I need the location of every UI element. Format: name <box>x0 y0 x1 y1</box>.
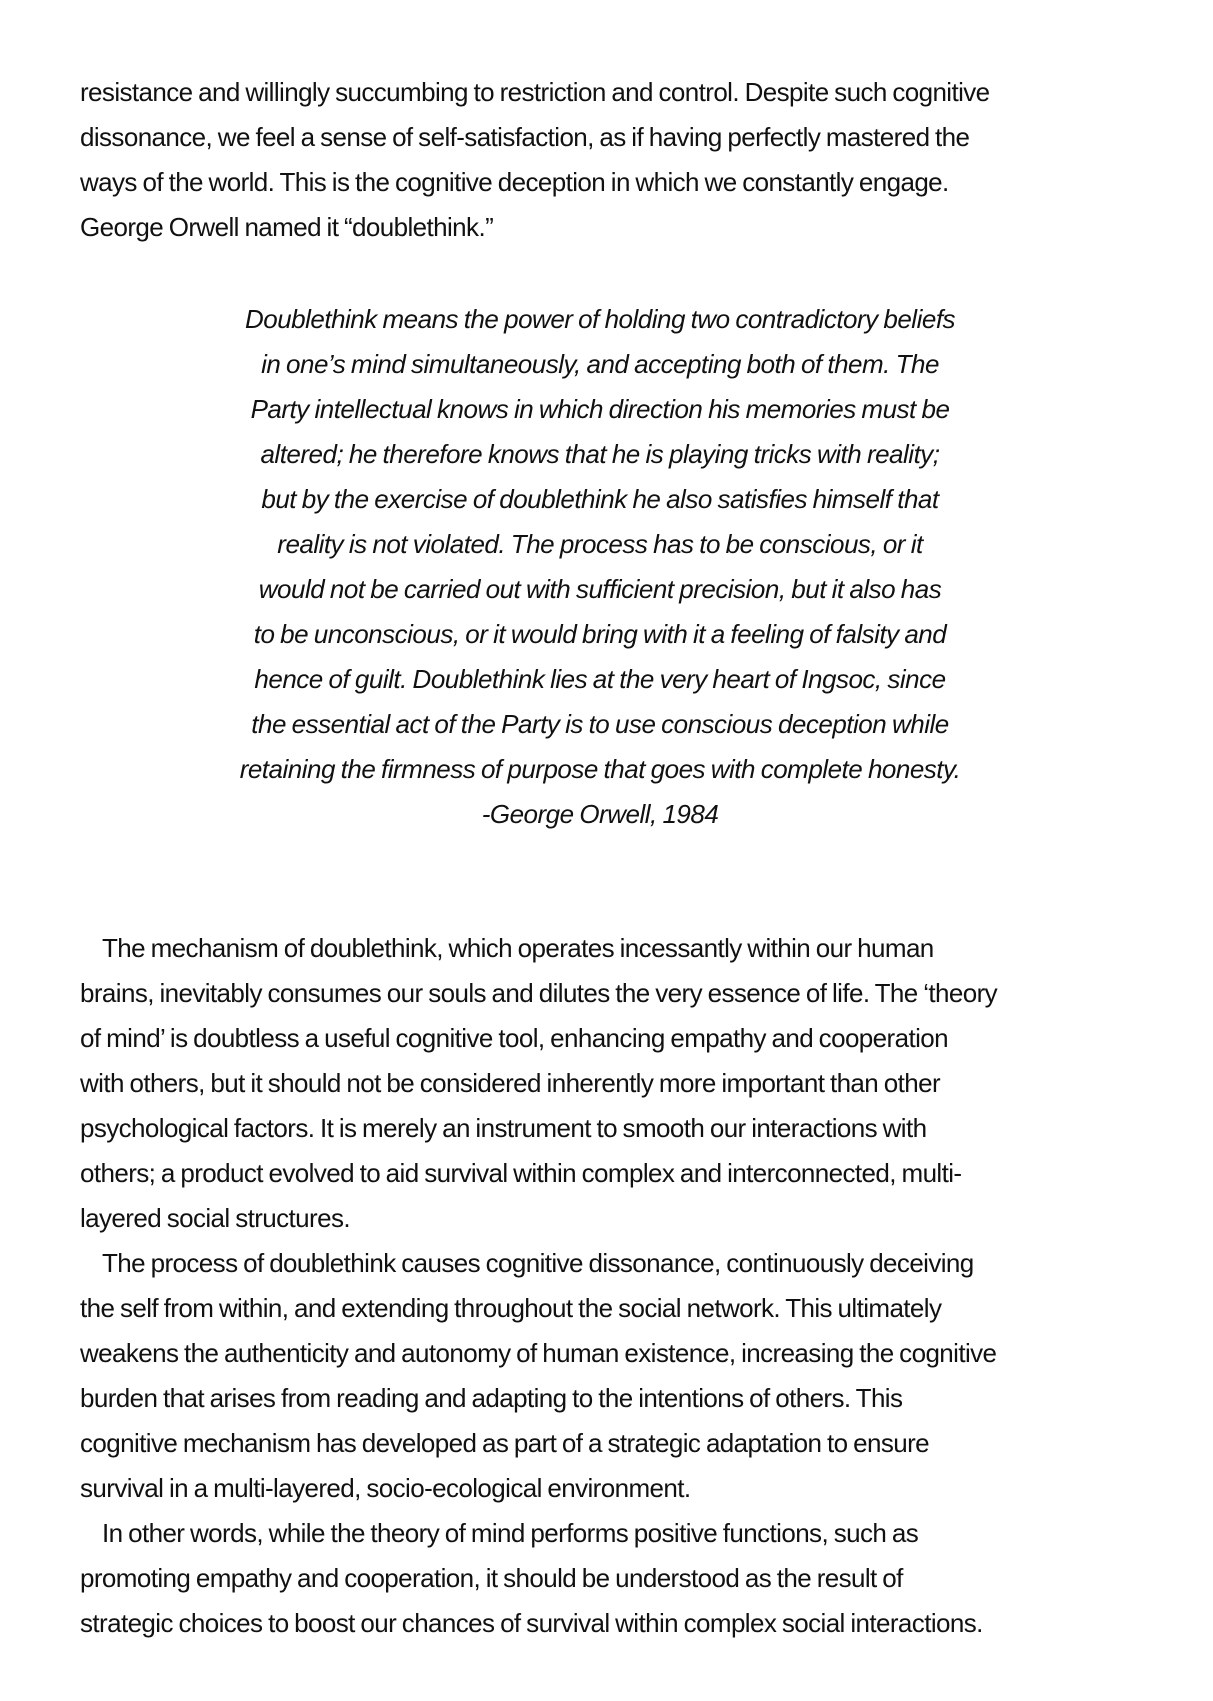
paragraph-line: brains, inevitably consumes our souls and dilutes the very essence of life. The ‘theory <box>80 978 998 1008</box>
paragraph-line: layered social structures. <box>80 1203 350 1233</box>
intro-line: George Orwell named it “doublethink.” <box>80 212 494 242</box>
paragraph-line: burden that arises from reading and adapting to the intentions of others. This <box>80 1383 903 1413</box>
paragraph-line: weakens the authenticity and autonomy of human existence, increasing the cognitive <box>80 1338 997 1368</box>
quote-line: retaining the firmness of purpose that goes with complete honesty. <box>239 754 961 784</box>
quote-line: to be unconscious, or it would bring with it a feeling of falsity and <box>253 619 947 649</box>
paragraph-line: strategic choices to boost our chances of survival within complex social interactions. <box>80 1608 983 1638</box>
paragraph-line: survival in a multi-layered, socio-ecological environment. <box>80 1473 691 1503</box>
quote-line: would not be carried out with sufficient precision, but it also has <box>258 574 942 604</box>
quote-line: Party intellectual knows in which direction his memories must be <box>250 394 950 424</box>
quote-line: but by the exercise of doublethink he also satisfies himself that <box>261 484 939 514</box>
quote-line: Doublethink means the power of holding two contradictory beliefs <box>244 304 956 334</box>
intro-line: ways of the world. This is the cognitive deception in which we constantly engage. <box>80 167 949 197</box>
quote-line: the essential act of the Party is to use conscious deception while <box>251 709 949 739</box>
paragraph-line: In other words, while the theory of mind performs positive functions, such as <box>102 1518 919 1548</box>
paragraph-line: The process of doublethink causes cognitive dissonance, continuously deceiving <box>102 1248 974 1278</box>
quote-line: hence of guilt. Doublethink lies at the very heart of Ingsoc, since <box>254 664 946 694</box>
paragraph-line: the self from within, and extending throughout the social network. This ultimately <box>80 1293 942 1323</box>
paragraph-line: The mechanism of doublethink, which operates incessantly within our human <box>102 933 934 963</box>
paragraph-line: with others, but it should not be considered inherently more important than other <box>80 1068 941 1098</box>
paragraph-line: others; a product evolved to aid survival within complex and interconnected, multi- <box>80 1158 962 1188</box>
intro-line: resistance and willingly succumbing to restriction and control. Despite such cognitive <box>80 77 990 107</box>
paragraph-line: promoting empathy and cooperation, it should be understood as the result of <box>80 1563 903 1593</box>
intro-line: dissonance, we feel a sense of self-satisfaction, as if having perfectly mastered the <box>80 122 970 152</box>
quote-attribution: -George Orwell, 1984 <box>481 799 719 829</box>
paragraph-line: psychological factors. It is merely an instrument to smooth our interactions with <box>80 1113 927 1143</box>
quote-line: altered; he therefore knows that he is playing tricks with reality; <box>260 439 940 469</box>
quote-line: reality is not violated. The process has to be conscious, or it <box>277 529 923 559</box>
quote-line: in one’s mind simultaneously, and accepting both of them. The <box>261 349 939 379</box>
paragraph-line: of mind’ is doubtless a useful cognitive tool, enhancing empathy and cooperation <box>80 1023 948 1053</box>
paragraph-line: cognitive mechanism has developed as part of a strategic adaptation to ensure <box>80 1428 930 1458</box>
